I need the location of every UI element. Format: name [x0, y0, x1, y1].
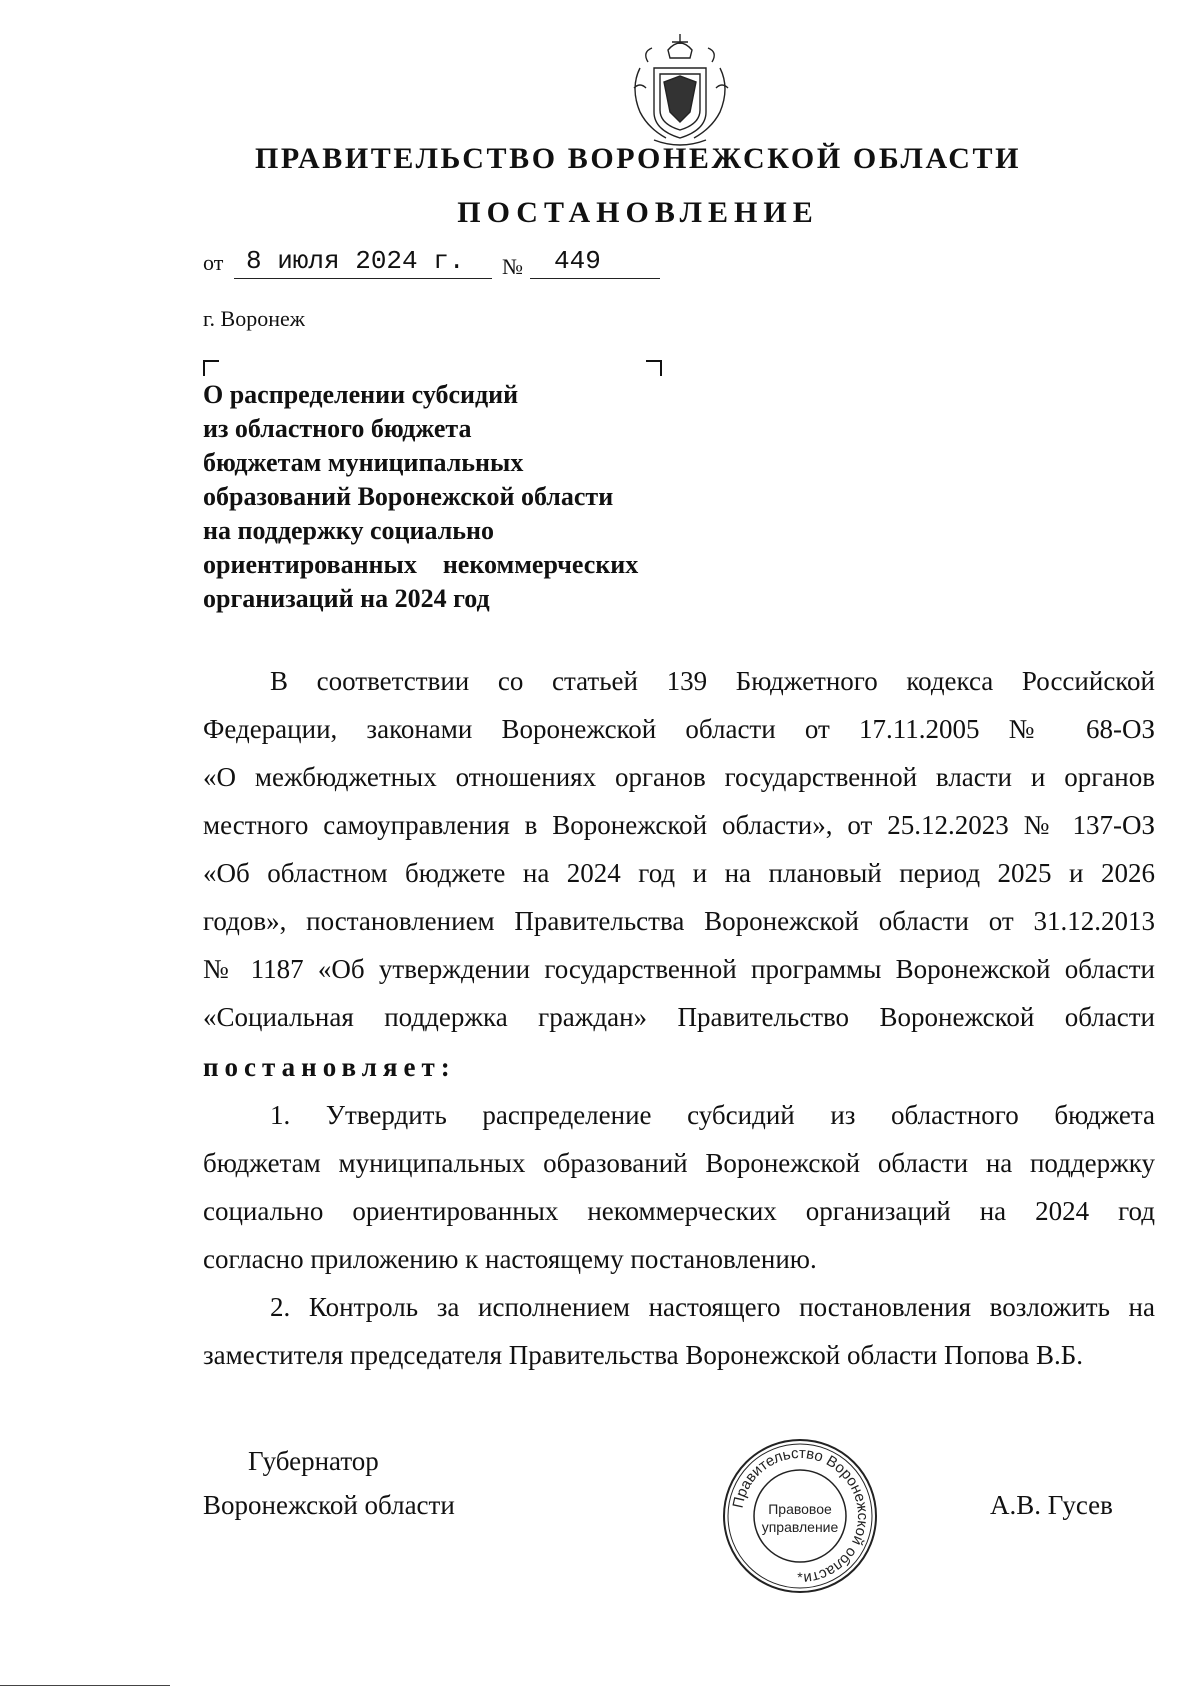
stamp-center-line2: управление	[761, 1519, 839, 1535]
footer-rule	[0, 1685, 170, 1686]
item2-line: заместителя председателя Правительства Воронежской области Попова В.Б.	[203, 1340, 1084, 1370]
date-prefix: от	[203, 250, 224, 275]
preamble-line: местного самоуправления в Воронежской области», от 25.12.2023 № 137-ОЗ	[203, 810, 1155, 840]
preamble-line: Федерации, законами Воронежской области от 17.11.2005 № 68-ОЗ	[203, 714, 1155, 744]
resolves-word: постановляет:	[203, 1052, 456, 1082]
coat-of-arms-emblem	[620, 28, 740, 156]
preamble-line: В соответствии со статьей 139 Бюджетного кодекса Российской	[270, 666, 1155, 696]
date-underline	[234, 278, 492, 279]
title-line: организаций на 2024 год	[203, 584, 490, 613]
city: г. Воронеж	[203, 306, 305, 331]
document-type: ПОСТАНОВЛЕНИЕ	[457, 196, 819, 229]
title-line: на поддержку социально	[203, 516, 495, 545]
preamble-line: «Об областном бюджете на 2024 год и на плановый период 2025 и 2026	[203, 858, 1155, 888]
document-number: 449	[554, 246, 601, 276]
item1-line: 1. Утвердить распределение субсидий из областного бюджета	[270, 1100, 1155, 1130]
signatory-position: Губернатор	[248, 1446, 379, 1476]
preamble-line: «Социальная поддержка граждан» Правительство Воронежской области	[203, 1002, 1155, 1032]
organization-title: ПРАВИТЕЛЬСТВО ВОРОНЕЖСКОЙ ОБЛАСТИ	[254, 142, 1022, 175]
item1-line: согласно приложению к настоящему постановлению.	[203, 1244, 817, 1274]
stamp-star: *	[797, 1569, 803, 1585]
item2-line: 2. Контроль за исполнением настоящего постановления возложить на	[270, 1292, 1155, 1322]
item1-line: бюджетам муниципальных образований Воронежской области на поддержку	[203, 1148, 1155, 1178]
title-line: О распределении субсидий	[203, 380, 519, 409]
preamble-line: № 1187 «Об утверждении государственной программы Воронежской области	[203, 954, 1155, 984]
official-stamp	[720, 1436, 880, 1596]
signatory-name: А.В. Гусев	[990, 1490, 1113, 1520]
title-line: ориентированных некоммерческих	[203, 550, 639, 579]
item1-line: социально ориентированных некоммерческих организаций на 2024 год	[203, 1196, 1155, 1226]
title-line: образований Воронежской области	[203, 482, 614, 511]
stamp-ring-text: Правительство Воронежской области	[729, 1444, 872, 1587]
title-line: из областного бюджета	[203, 414, 472, 443]
title-corner-left	[203, 360, 219, 376]
number-prefix: №	[502, 254, 523, 279]
preamble-line: «О межбюджетных отношениях органов государственной власти и органов	[203, 762, 1155, 792]
stamp-center-line1: Правовое	[768, 1501, 832, 1517]
title-line: бюджетам муниципальных	[203, 448, 524, 477]
document-date: 8 июля 2024 г.	[246, 246, 465, 276]
signatory-region: Воронежской области	[203, 1490, 455, 1520]
preamble-line: годов», постановлением Правительства Воронежской области от 31.12.2013	[203, 906, 1155, 936]
title-corner-right	[646, 360, 662, 376]
number-underline	[530, 278, 660, 279]
